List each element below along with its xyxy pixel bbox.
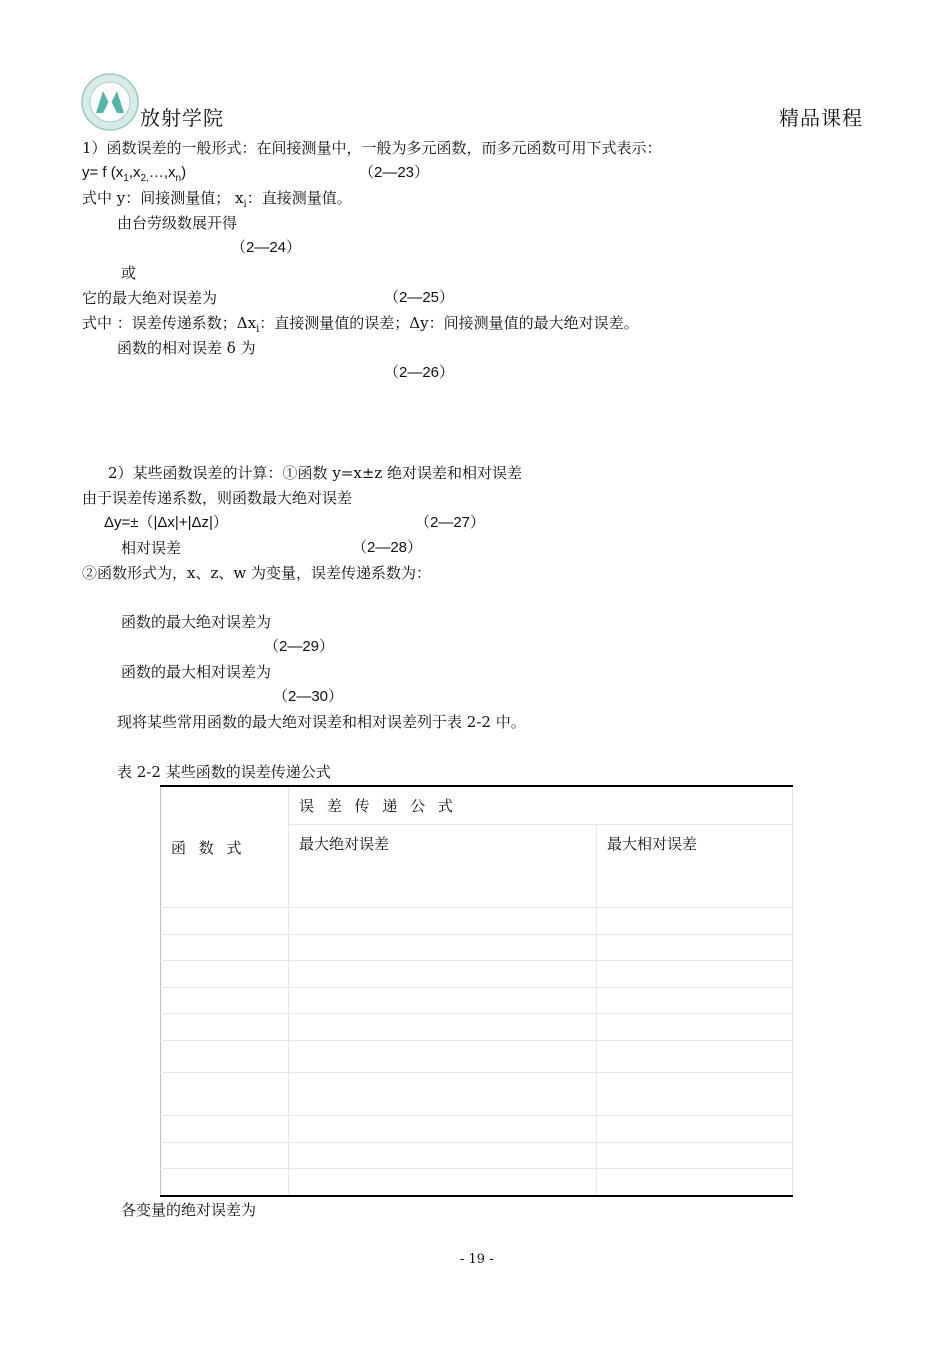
- header-abs-label: 最大绝对误差: [299, 835, 390, 853]
- table-cell: [289, 1143, 597, 1169]
- table-cell: [289, 935, 597, 961]
- table-cell: [289, 1073, 597, 1116]
- table-cell: [161, 988, 289, 1014]
- header-abs-cell: [289, 825, 597, 908]
- table-cell: [597, 1116, 793, 1143]
- paragraph-taylor: 由台劳级数展开得: [117, 214, 238, 232]
- table-cell: [161, 1041, 289, 1073]
- table-cell: [597, 1041, 793, 1073]
- formula-2-27: Δy=±（|Δx|+|Δz|）: [104, 514, 228, 531]
- table-row: [161, 1014, 793, 1041]
- table-cell: [289, 1041, 597, 1073]
- table-cell: [289, 1116, 597, 1143]
- table-cell: [161, 1169, 289, 1196]
- table-cell: [289, 961, 597, 988]
- paragraph-relative-error: 函数的相对误差 δ 为: [117, 339, 256, 357]
- formula-2-23: y= f $(x_1,x_{2,}\dots,x_n)$: [82, 164, 187, 184]
- equation-number-2-23: （2—23）: [359, 164, 430, 181]
- header-rel-cell: [597, 825, 793, 908]
- table-cell: [289, 988, 597, 1014]
- table-cell: [161, 1014, 289, 1041]
- error-propagation-table: [160, 785, 792, 1197]
- table-row: [161, 908, 793, 935]
- equation-number-2-29: （2—29）: [264, 638, 335, 655]
- equation-number-2-27: （2—27）: [415, 514, 486, 531]
- equation-number-2-26: （2—26）: [384, 364, 455, 381]
- header-function-cell: [161, 786, 289, 908]
- table-cell: [161, 1116, 289, 1143]
- table-cell: [597, 1073, 793, 1116]
- header-rel-label: 最大相对误差: [607, 835, 698, 853]
- table-cell: [597, 935, 793, 961]
- table-row: [161, 1143, 793, 1169]
- university-logo: [81, 73, 139, 131]
- table-row: [161, 935, 793, 961]
- header-function-label: 函 数 式: [171, 838, 246, 857]
- paragraph-general-form: 1）函数误差的一般形式：在间接测量中，一般为多元函数，而多元函数可用下式表示：: [82, 139, 662, 157]
- equation-number-2-25: （2—25）: [384, 289, 455, 306]
- paragraph-where: 式中 ：误差传递系数；$\Delta x_i$：直接测量值的误差；Δy：间接测量值的最大绝对误差。: [82, 314, 639, 335]
- equation-number-2-24: （2—24）: [231, 239, 302, 256]
- table-row: [161, 1041, 793, 1073]
- paragraph-function-form: ②函数形式为，x、z、w 为变量，误差传递系数为：: [82, 564, 431, 582]
- table-cell: [161, 961, 289, 988]
- table-cell: [289, 1014, 597, 1041]
- table-cell: [161, 935, 289, 961]
- paragraph-table-intro: 现将某些常用函数的最大绝对误差和相对误差列于表 2-2 中。: [117, 713, 526, 731]
- table-caption: 表 2-2 某些函数的误差传递公式: [117, 763, 331, 781]
- table-row: [161, 1169, 793, 1196]
- table-cell: [597, 961, 793, 988]
- table-cell: [161, 908, 289, 935]
- equation-number-2-28: （2—28）: [352, 539, 423, 556]
- paragraph-transfer-coefficient: 由于误差传递系数，则函数最大绝对误差: [82, 489, 353, 507]
- header-right-title: 精品课程: [779, 106, 863, 130]
- paragraph-relative: 相对误差: [121, 539, 182, 557]
- table-cell: [289, 1169, 597, 1196]
- paragraph-section-2: 2）某些函数误差的计算：①函数 y=x±z 绝对误差和相对误差: [108, 464, 523, 482]
- table-cell: [597, 1169, 793, 1196]
- header-left-title: 放射学院: [140, 106, 224, 130]
- table-cell: [161, 1073, 289, 1116]
- table-row: [161, 1116, 793, 1143]
- header-group-label: 误 差 传 递 公 式: [299, 797, 457, 815]
- table-cell: [161, 1143, 289, 1169]
- table-cell: [289, 908, 597, 935]
- table-row: [161, 988, 793, 1014]
- paragraph-max-abs-error: 它的最大绝对误差为: [82, 289, 218, 307]
- paragraph-after-table: 各变量的绝对误差为: [121, 1201, 257, 1219]
- table-row: [161, 1073, 793, 1116]
- table-row: [161, 961, 793, 988]
- page-number: - 19 -: [460, 1252, 494, 1267]
- equation-number-2-30: （2—30）: [273, 688, 344, 705]
- table-cell: [597, 1143, 793, 1169]
- table-cell: [597, 1014, 793, 1041]
- paragraph-or: 或: [121, 264, 137, 282]
- paragraph-variable-def: 式中 y：间接测量值； $x_i$：直接测量值。: [82, 189, 352, 210]
- paragraph-func-max-abs: 函数的最大绝对误差为: [121, 613, 272, 631]
- paragraph-func-max-rel: 函数的最大相对误差为: [121, 663, 272, 681]
- table-cell: [597, 908, 793, 935]
- header-group-cell: [289, 786, 793, 825]
- table-cell: [597, 988, 793, 1014]
